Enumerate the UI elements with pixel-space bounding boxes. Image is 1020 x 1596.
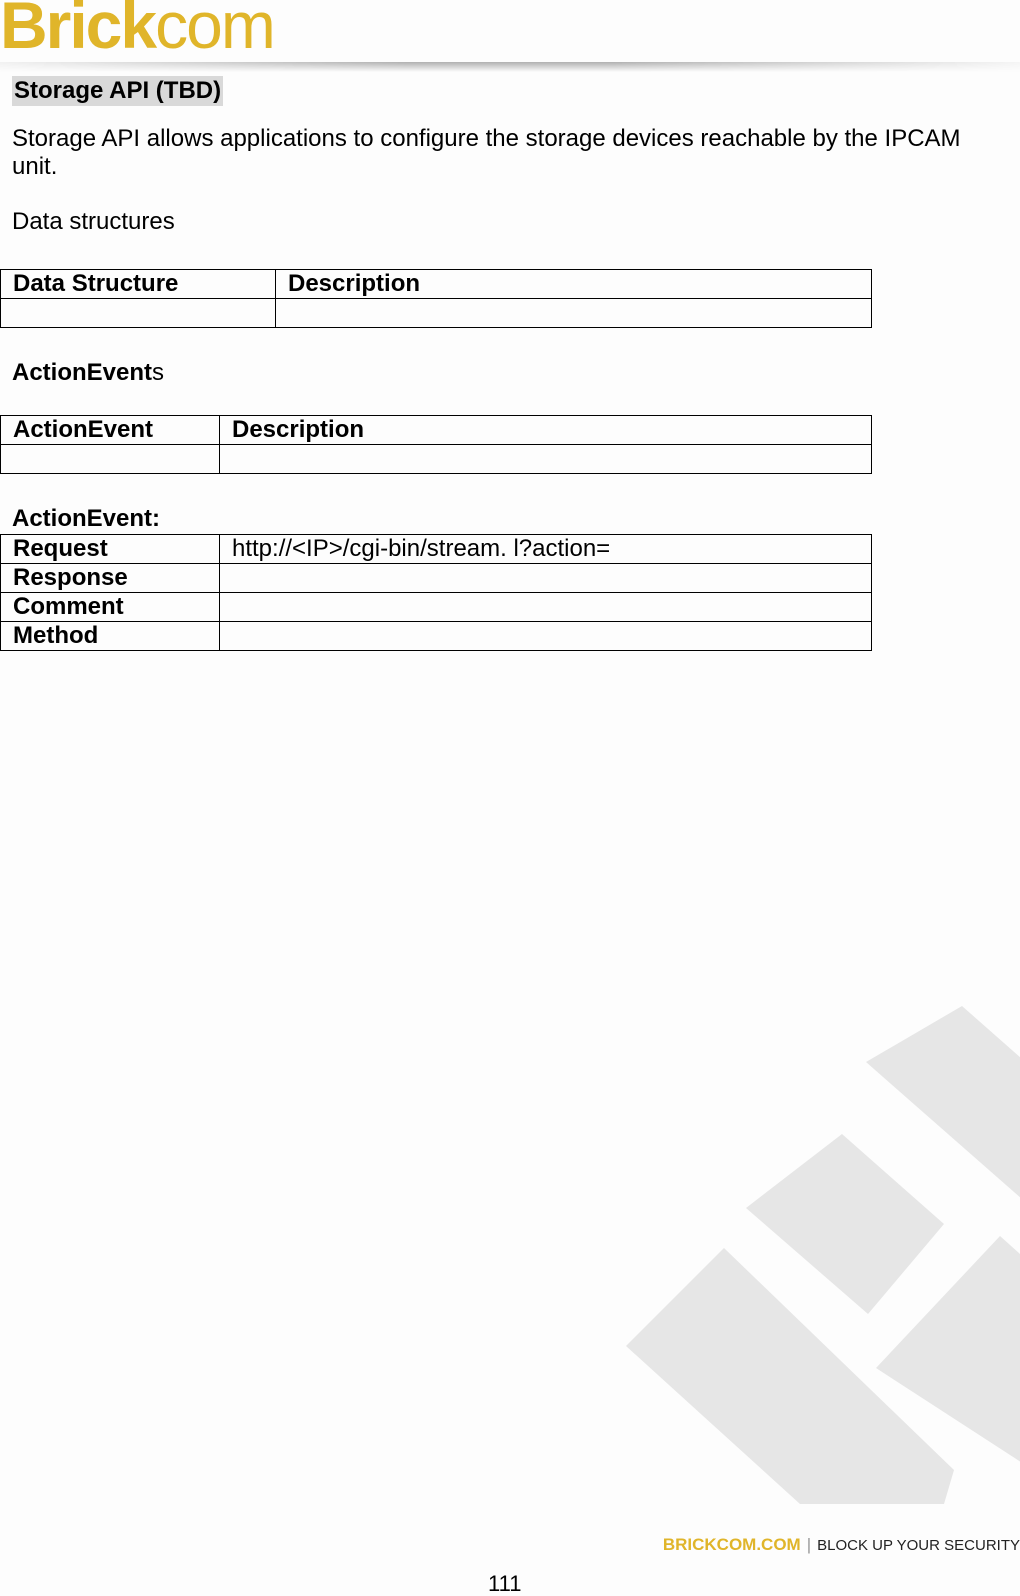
header-cell-action-event: ActionEvent bbox=[1, 416, 220, 445]
row-key-comment: Comment bbox=[1, 593, 220, 622]
brick-watermark-icon bbox=[600, 990, 1020, 1510]
table-header-row bbox=[1, 416, 872, 445]
brickcom-logo bbox=[0, 0, 274, 62]
action-events-label-suffix: s bbox=[152, 359, 165, 386]
watermark-brick-shape bbox=[746, 1134, 944, 1314]
table-cell bbox=[1, 445, 220, 474]
table-row bbox=[1, 564, 872, 593]
action-events-label bbox=[12, 359, 164, 387]
row-value-method bbox=[220, 622, 872, 651]
intro-paragraph: Storage API allows applications to configure the storage devices reachable by the IPCAM unit. bbox=[12, 125, 961, 180]
logo-light-text: com bbox=[155, 0, 274, 62]
table-cell bbox=[220, 445, 872, 474]
header-cell-description: Description bbox=[276, 270, 872, 299]
footer-separator: | bbox=[806, 1535, 812, 1554]
logo-bold-text: Brick bbox=[0, 0, 156, 62]
row-key-request: Request bbox=[1, 535, 220, 564]
table-row bbox=[1, 622, 872, 651]
table-cell bbox=[1, 299, 276, 328]
table-row bbox=[1, 593, 872, 622]
data-structures-label: Data structures bbox=[12, 208, 175, 235]
footer-site-link[interactable]: BRICKCOM.COM bbox=[662, 1535, 801, 1554]
action-event-label: ActionEvent: bbox=[12, 505, 161, 532]
page-number: 111 bbox=[488, 1571, 522, 1596]
row-value-comment bbox=[220, 593, 872, 622]
header-cell-data-structure: Data Structure bbox=[1, 270, 276, 299]
row-value-response bbox=[220, 564, 872, 593]
action-events-table bbox=[0, 415, 872, 474]
table-header-row bbox=[1, 270, 872, 299]
footer-brand bbox=[663, 1535, 1020, 1556]
row-key-response: Response bbox=[1, 564, 220, 593]
footer-tagline: BLOCK UP YOUR SECURITY bbox=[817, 1537, 1020, 1554]
header-divider bbox=[0, 62, 1020, 72]
table-row bbox=[1, 535, 872, 564]
header-cell-description: Description bbox=[220, 416, 872, 445]
row-value-request: http://<IP>/cgi-bin/stream. l?action= bbox=[220, 535, 872, 564]
action-events-label-bold: ActionEvent bbox=[12, 359, 153, 386]
table-cell bbox=[276, 299, 872, 328]
section-title: Storage API (TBD) bbox=[14, 77, 222, 104]
row-key-method: Method bbox=[1, 622, 220, 651]
table-row bbox=[1, 299, 872, 328]
action-event-table bbox=[0, 534, 872, 651]
data-structures-table bbox=[0, 269, 872, 328]
table-row bbox=[1, 445, 872, 474]
